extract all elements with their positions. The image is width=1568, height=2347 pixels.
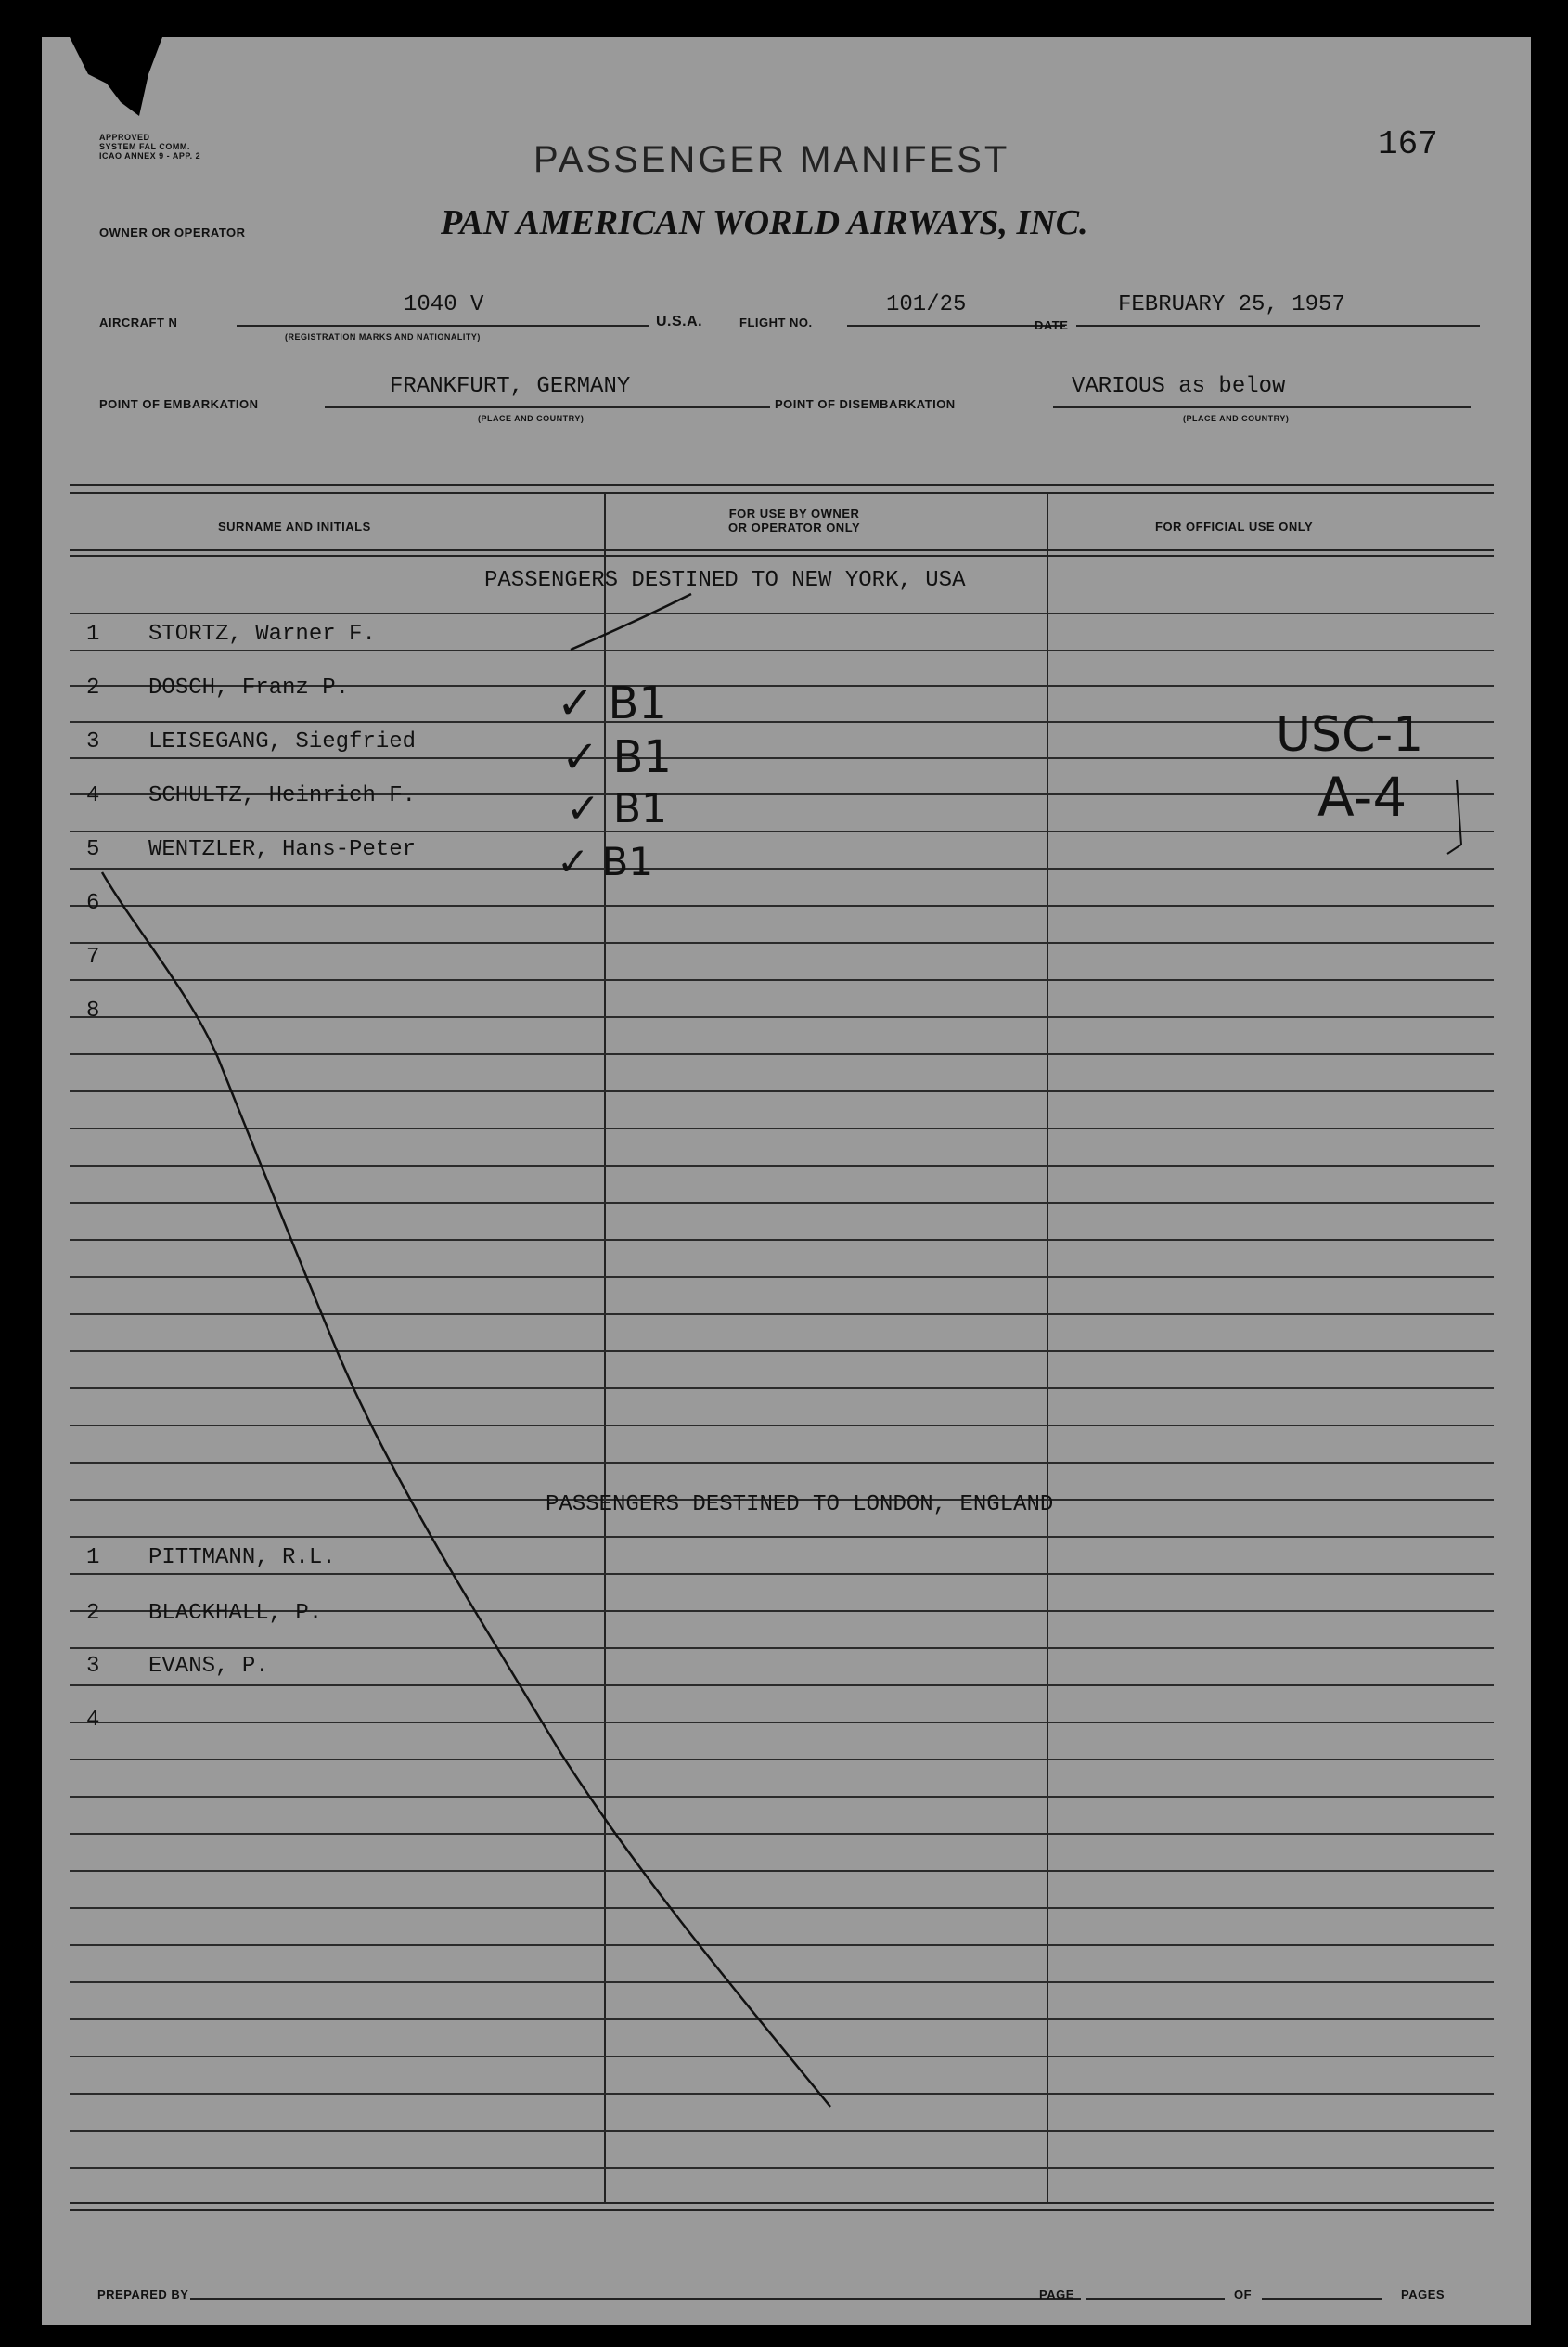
date-value: FEBRUARY 25, 1957 <box>1118 292 1345 317</box>
pen-strokes <box>42 37 1531 2325</box>
disembarkation-value: VARIOUS as below <box>1072 374 1286 399</box>
ny-row-2-mark: ✓ B1 <box>557 677 667 729</box>
london-row-1-name: PITTMANN, R.L. <box>148 1545 336 1570</box>
stamp-line-3: ICAO ANNEX 9 - APP. 2 <box>99 151 201 161</box>
aircraft-value: 1040 V <box>404 292 484 317</box>
column-owner-use-line2: OR OPERATOR ONLY <box>728 521 861 535</box>
column-official: FOR OFFICIAL USE ONLY <box>1155 520 1314 534</box>
ny-row-4-mark: ✓ B1 <box>566 785 668 832</box>
disembarkation-label: POINT OF DISEMBARKATION <box>775 397 956 411</box>
stamp-line-2: SYSTEM FAL COMM. <box>99 142 190 151</box>
ny-row-2-num: 2 <box>86 676 100 701</box>
london-row-2-name: BLACKHALL, P. <box>148 1601 323 1626</box>
footer-prepared-label: PREPARED BY <box>97 2288 189 2302</box>
ny-row-3-num: 3 <box>86 729 100 754</box>
page-title: PASSENGER MANIFEST <box>533 139 1010 180</box>
aircraft-sub: (REGISTRATION MARKS AND NATIONALITY) <box>285 332 481 342</box>
pen-stroke-row1 <box>571 594 691 650</box>
london-row-1-num: 1 <box>86 1545 100 1570</box>
official-note-1: USC-1 <box>1276 707 1424 763</box>
ny-row-3-name: LEISEGANG, Siegfried <box>148 729 417 754</box>
flight-value: 101/25 <box>886 292 967 317</box>
ny-row-5-mark: ✓ B1 <box>557 839 654 884</box>
page-number: 167 <box>1378 125 1438 163</box>
ny-row-1-name: STORTZ, Warner F. <box>148 622 376 647</box>
ny-row-2-name: DOSCH, Franz P. <box>148 676 350 701</box>
aircraft-label: AIRCRAFT N <box>99 316 178 329</box>
footer-pages-label: PAGES <box>1401 2288 1446 2302</box>
embarkation-sub: (PLACE AND COUNTRY) <box>478 414 585 423</box>
london-row-4-num: 4 <box>86 1708 100 1733</box>
ny-row-4-num: 4 <box>86 783 100 808</box>
column-owner-use-line1: FOR USE BY OWNER <box>728 507 860 521</box>
section-ny-heading: PASSENGERS DESTINED TO NEW YORK, USA <box>484 568 966 593</box>
footer-of-label: OF <box>1234 2288 1253 2302</box>
section-london-heading: PASSENGERS DESTINED TO LONDON, ENGLAND <box>546 1492 1054 1517</box>
flight-label: FLIGHT NO. <box>739 316 813 329</box>
owner-value: PAN AMERICAN WORLD AIRWAYS, INC. <box>441 203 1088 242</box>
footer-prepared-line <box>190 2298 1081 2300</box>
london-row-3-name: EVANS, P. <box>148 1654 269 1679</box>
ny-row-3-mark: ✓ B1 <box>561 731 672 783</box>
ny-row-8-num: 8 <box>86 999 100 1024</box>
pen-stroke-official <box>1447 780 1461 854</box>
date-label: DATE <box>1035 318 1069 332</box>
disembarkation-sub: (PLACE AND COUNTRY) <box>1183 414 1290 423</box>
london-row-3-num: 3 <box>86 1654 100 1679</box>
manifest-sheet <box>42 37 1531 2325</box>
ny-row-1-num: 1 <box>86 622 100 647</box>
pen-stroke-diagonal <box>102 872 830 2107</box>
footer-page-line <box>1086 2298 1225 2300</box>
ny-row-6-num: 6 <box>86 891 100 916</box>
ny-row-7-num: 7 <box>86 945 100 970</box>
stamp-line-1: APPROVED <box>99 133 150 142</box>
owner-label: OWNER OR OPERATOR <box>99 226 246 239</box>
embarkation-label: POINT OF EMBARKATION <box>99 397 259 411</box>
london-row-2-num: 2 <box>86 1601 100 1626</box>
ny-row-5-num: 5 <box>86 837 100 862</box>
embarkation-value: FRANKFURT, GERMANY <box>390 374 631 399</box>
aircraft-country: U.S.A. <box>656 314 703 329</box>
official-note-2: A-4 <box>1317 766 1407 829</box>
footer-page-label: PAGE <box>1039 2288 1074 2302</box>
ny-row-5-name: WENTZLER, Hans-Peter <box>148 837 417 862</box>
footer-of-line <box>1262 2298 1382 2300</box>
ny-row-4-name: SCHULTZ, Heinrich F. <box>148 783 417 808</box>
column-surname: SURNAME AND INITIALS <box>218 520 371 534</box>
